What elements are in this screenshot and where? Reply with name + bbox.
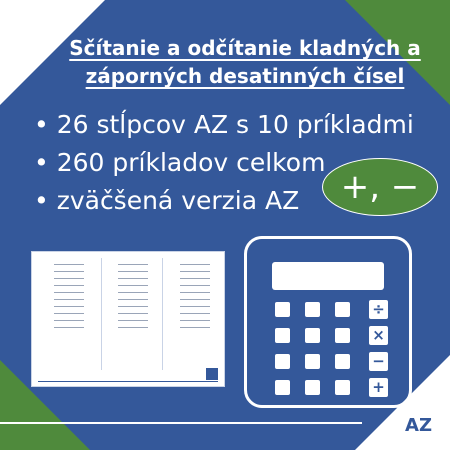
- calculator-key: [305, 354, 320, 369]
- worksheet-divider: [101, 258, 102, 370]
- worksheet-column: [166, 258, 226, 370]
- calculator-icon: [244, 236, 412, 408]
- az-badge: AZ: [405, 415, 432, 436]
- worksheet-divider: [162, 258, 163, 370]
- calculator-key: [305, 302, 320, 317]
- feature-item: • 260 príkladov celkom: [34, 144, 414, 182]
- divider-line: [0, 422, 362, 424]
- calculator-key: [275, 328, 290, 343]
- multiply-icon: ×: [369, 326, 388, 345]
- operator-badge: +, −: [322, 158, 438, 216]
- page-title: [60, 34, 430, 90]
- calculator-key: [335, 302, 350, 317]
- worksheet-preview-image: [32, 252, 224, 386]
- feature-item: • 26 stĺpcov AZ s 10 príkladmi: [34, 106, 414, 144]
- calculator-key: [275, 380, 290, 395]
- calculator-screen: [272, 262, 384, 290]
- worksheet-logo-icon: [206, 368, 218, 380]
- divide-icon: ÷: [369, 300, 388, 319]
- title-line-2: záporných desatinných čísel: [85, 64, 405, 88]
- title-line-1: Sčítanie a odčítanie kladných a: [69, 36, 421, 60]
- worksheet-column: [104, 258, 164, 370]
- calculator-key: [305, 380, 320, 395]
- worksheet-footer-line: [38, 381, 218, 382]
- calculator-key: [275, 354, 290, 369]
- minus-icon: −: [369, 352, 388, 371]
- feature-item: • zväčšená verzia AZ: [34, 182, 414, 220]
- calculator-key: [335, 328, 350, 343]
- calculator-key: [305, 328, 320, 343]
- calculator-key: [335, 380, 350, 395]
- worksheet-column: [40, 258, 100, 370]
- plus-icon: +: [369, 378, 388, 397]
- calculator-key: [275, 302, 290, 317]
- calculator-key: [335, 354, 350, 369]
